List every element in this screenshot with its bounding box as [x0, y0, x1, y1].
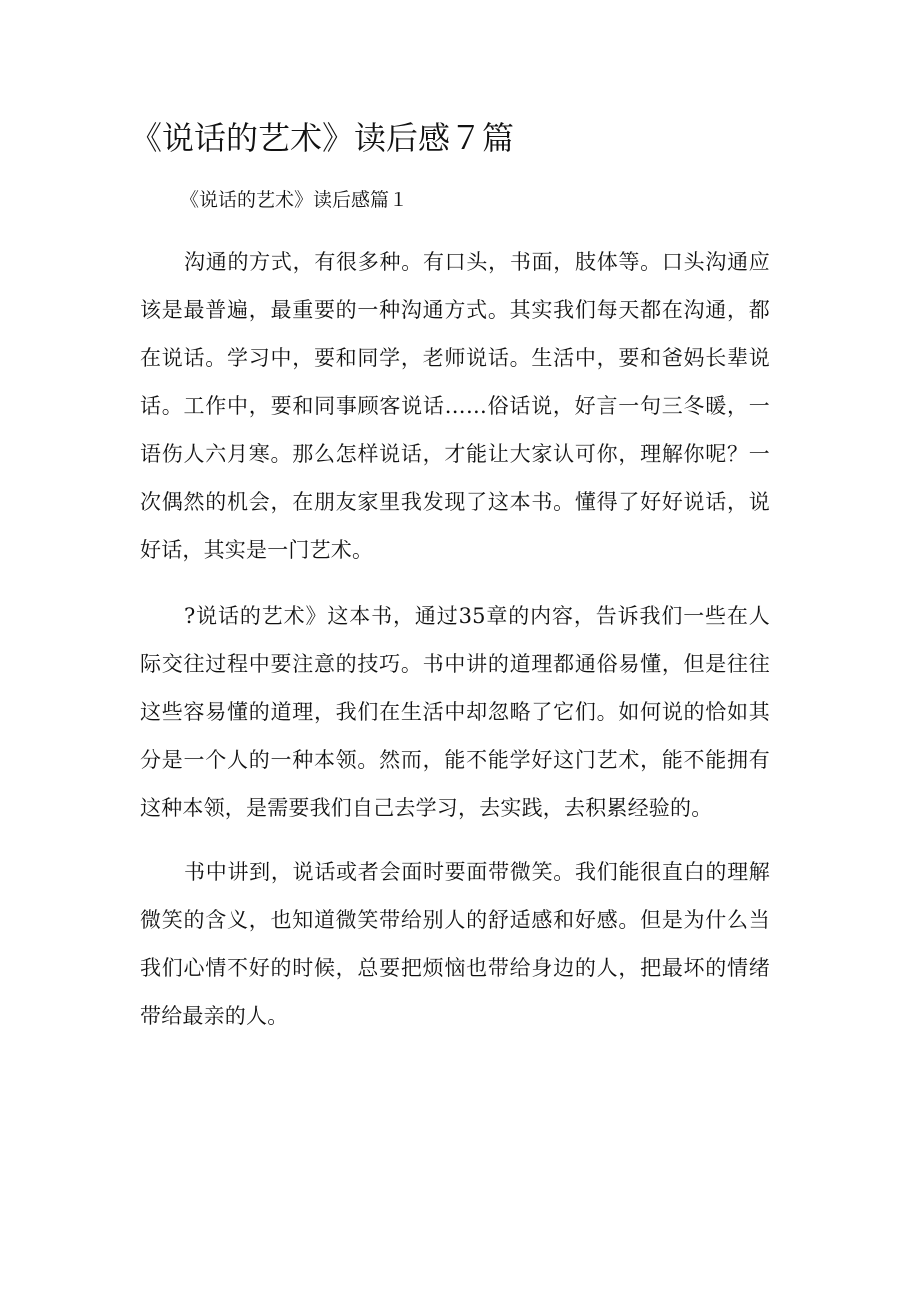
document-title: 《说话的艺术》读后感７篇 [130, 119, 515, 157]
paragraph-3: 书中讲到，说话或者会面时要面带微笑。我们能很直白的理解微笑的含义，也知道微笑带给别人的舒适感和好感。但是为什么当我们心情不好的时候，总要把烦恼也带给身边的人，把最坏的情绪带给最亲的人。 [140, 860, 770, 1028]
paragraph-1: 沟通的方式，有很多种。有口头，书面，肢体等。口头沟通应该是最普遍，最重要的一种沟通方式。其实我们每天都在沟通，都在说话。学习中，要和同学，老师说话。生活中，要和爸妈长辈说话。工作中，要和同事顾客说话……俗话说，好言一句三冬暖，一语伤人六月寒。那么怎样说话，才能让大家认可你，理解你呢？一次偶然的机会，在朋友家里我发现了这本书。懂得了好好说话，说好话，其实是一门艺术。 [140, 250, 770, 562]
section-heading: 《说话的艺术》读后感篇１ [180, 189, 409, 211]
paragraph-2: ?说话的艺术》这本书，通过35章的内容，告诉我们一些在人际交往过程中要注意的技巧。书中讲的道理都通俗易懂，但是往往这些容易懂的道理，我们在生活中却忽略了它们。如何说的恰如其分是一个人的一种本领。然而，能不能学好这门艺术，能不能拥有这种本领，是需要我们自己去学习，去实践，去积累经验的。 [140, 604, 770, 820]
